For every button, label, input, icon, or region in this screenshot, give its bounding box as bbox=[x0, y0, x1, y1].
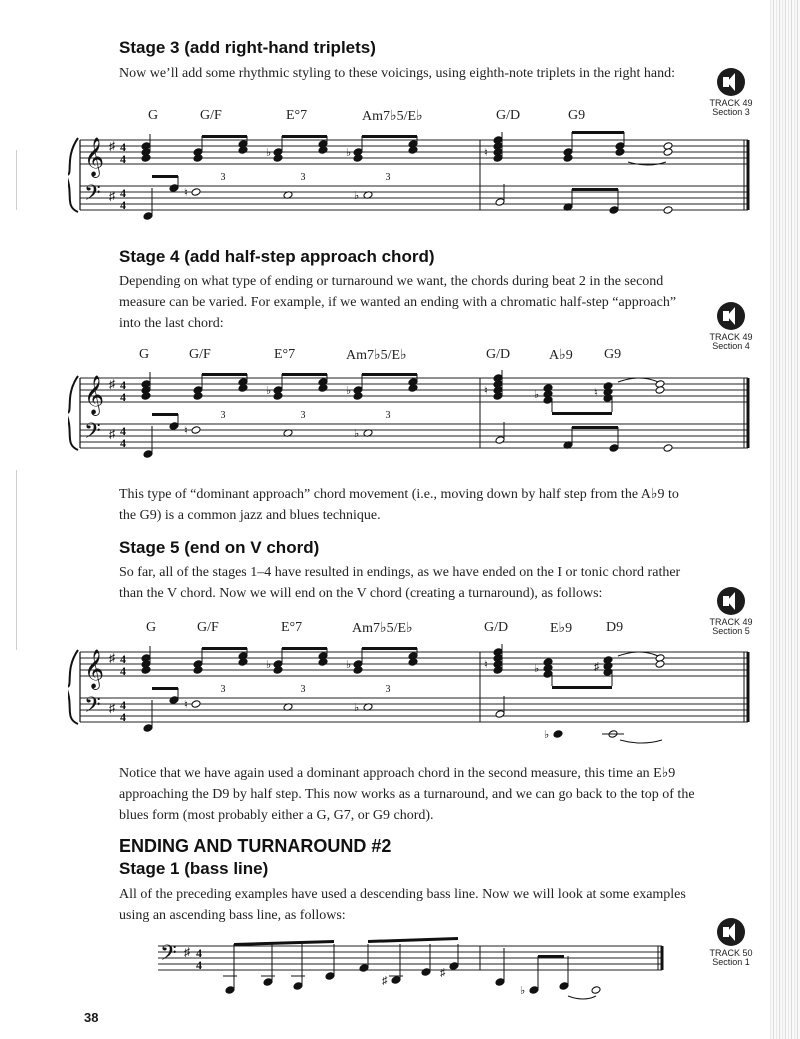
note-beam bbox=[152, 175, 178, 178]
key-signature-sharp: ♯ bbox=[109, 139, 115, 153]
stage3-grand-staff bbox=[68, 126, 758, 236]
chord-symbol: E♭9 bbox=[550, 621, 573, 636]
note-beam bbox=[202, 647, 247, 650]
sharp-accidental: ♯ bbox=[440, 967, 446, 979]
note-beam bbox=[572, 131, 624, 134]
chord-symbol: D9 bbox=[606, 620, 624, 635]
chord-symbol: Am7♭5/E♭ bbox=[362, 109, 423, 124]
chord-symbol: E°7 bbox=[281, 620, 303, 635]
stage5-after-text: Notice that we have again used a dominant approach chord in the second measure, this time an E♭9 approaching the D9 by half step. This now works as a turnaround, and we can go back to the top of the blues form (most probably either a G, G7, or G9 chord). bbox=[119, 766, 695, 823]
triplet-marker: 3 bbox=[300, 410, 306, 421]
treble-time-top: 4 bbox=[120, 140, 126, 154]
note-head bbox=[609, 206, 619, 215]
flat-accidental: ♭ bbox=[544, 729, 550, 741]
bass-time-top: 4 bbox=[120, 698, 126, 712]
note-head bbox=[609, 444, 619, 453]
note-beam bbox=[282, 135, 327, 138]
audio-speaker-icon[interactable] bbox=[717, 68, 745, 96]
bass-clef: 𝄢 bbox=[84, 181, 101, 210]
tie bbox=[628, 162, 666, 165]
chord-symbol: G9 bbox=[568, 108, 586, 123]
chord-symbol: E°7 bbox=[286, 108, 308, 123]
note-head bbox=[325, 972, 335, 981]
half-note-head bbox=[191, 188, 201, 197]
chord-symbol: E°7 bbox=[274, 347, 296, 362]
natural-accidental: ♮ bbox=[484, 659, 488, 671]
chord-symbol: A♭9 bbox=[549, 348, 573, 363]
note-head bbox=[225, 986, 235, 995]
tie bbox=[618, 378, 658, 382]
note-beam bbox=[552, 686, 612, 689]
page-number: 38 bbox=[84, 1010, 99, 1025]
half-note-head bbox=[663, 206, 673, 215]
treble-time-top: 4 bbox=[120, 378, 126, 392]
treble-clef: 𝄞 bbox=[84, 651, 105, 688]
system-brace bbox=[68, 650, 78, 724]
note-head bbox=[449, 962, 459, 971]
note-head bbox=[359, 964, 369, 973]
system-brace bbox=[68, 376, 78, 450]
note-head bbox=[293, 982, 303, 991]
bass-time-top: 4 bbox=[120, 186, 126, 200]
chord-symbol: G bbox=[146, 620, 157, 635]
treble-time-top: 4 bbox=[120, 652, 126, 666]
flat-accidental: ♭ bbox=[534, 663, 540, 675]
stage3-chord-symbols bbox=[0, 104, 760, 126]
triplet-marker: 3 bbox=[385, 410, 391, 421]
stage1-heading: Stage 1 (bass line) bbox=[119, 859, 269, 878]
flat-accidental: ♭ bbox=[266, 659, 272, 671]
natural-accidental: ♮ bbox=[484, 147, 488, 159]
key-signature-sharp: ♯ bbox=[184, 945, 190, 959]
stage5-chord-symbols bbox=[0, 617, 760, 639]
stage1-text: All of the preceding examples have used a descending bass line. Now we will look at some examples using an ascending bass line, as follows: bbox=[119, 887, 686, 923]
natural-accidental: ♮ bbox=[484, 385, 488, 397]
stage5-heading: Stage 5 (end on V chord) bbox=[119, 538, 320, 557]
chord-symbol: G/F bbox=[197, 620, 219, 635]
note-beam bbox=[362, 373, 417, 376]
chord-symbol: Am7♭5/E♭ bbox=[346, 348, 407, 363]
stage5-text: So far, all of the stages 1–4 have resulted in endings, as we have ended on the I or tonic chord rather than the V chord. Now we will end on the V chord (creating a turnaround), as follows: bbox=[119, 565, 681, 601]
treble-clef: 𝄞 bbox=[84, 377, 105, 414]
note-beam bbox=[282, 647, 327, 650]
note-head bbox=[169, 184, 179, 193]
track-section: Section 1 bbox=[712, 957, 750, 967]
half-note-head bbox=[663, 444, 673, 453]
triplet-marker: 3 bbox=[220, 684, 226, 695]
ending2-heading: ENDING AND TURNAROUND #2 bbox=[119, 836, 392, 856]
note-head bbox=[559, 982, 569, 991]
flat-accidental: ♭ bbox=[346, 385, 352, 397]
note-beam bbox=[202, 135, 247, 138]
sharp-accidental: ♮ bbox=[594, 387, 598, 399]
tie bbox=[620, 740, 662, 743]
stage4-after-text: This type of “dominant approach” chord movement (i.e., moving down by half step from the A♭9 to the G9) is a common jazz and blues technique. bbox=[119, 487, 679, 523]
bass-clef: 𝄢 bbox=[84, 693, 101, 722]
flat-accidental: ♭ bbox=[354, 190, 360, 202]
natural-accidental: ♮ bbox=[184, 187, 188, 199]
key-signature-sharp: ♯ bbox=[109, 651, 115, 665]
margin-mark bbox=[16, 150, 17, 210]
note-head bbox=[169, 696, 179, 705]
half-note-head bbox=[191, 700, 201, 709]
note-head bbox=[143, 212, 153, 221]
audio-speaker-icon[interactable] bbox=[717, 587, 745, 615]
chord-symbol: G9 bbox=[604, 347, 622, 362]
note-beam bbox=[152, 687, 178, 690]
stage4-chord-symbols bbox=[0, 341, 760, 366]
chord-symbol: G/D bbox=[486, 347, 511, 362]
triplet-marker: 3 bbox=[220, 410, 226, 421]
flat-accidental: ♭ bbox=[520, 985, 526, 997]
sharp-accidental: ♯ bbox=[594, 661, 600, 673]
note-beam bbox=[282, 373, 327, 376]
audio-speaker-icon[interactable] bbox=[717, 302, 745, 330]
page-edge-binding bbox=[770, 0, 800, 1039]
bass-clef: 𝄢 bbox=[84, 419, 101, 448]
stage5-grand-staff bbox=[68, 638, 758, 750]
triplet-marker: 3 bbox=[385, 172, 391, 183]
system-brace bbox=[68, 138, 78, 212]
stage1-bass-staff bbox=[150, 932, 670, 1002]
track-section: Section 3 bbox=[712, 107, 750, 117]
treble-clef: 𝄞 bbox=[84, 139, 105, 176]
time-top: 4 bbox=[196, 946, 202, 960]
note-head bbox=[391, 976, 401, 985]
audio-speaker-icon[interactable] bbox=[717, 918, 745, 946]
note-head bbox=[169, 422, 179, 431]
stage4-text: Depending on what type of ending or turnaround we want, the chords during beat 2 in the second measure can be varied. For example, if we wanted an ending with a chromatic half-step “approach” into the last chord: bbox=[119, 274, 677, 331]
bass-time-bottom: 4 bbox=[120, 436, 126, 450]
note-beam bbox=[572, 426, 618, 429]
time-bottom: 4 bbox=[196, 958, 202, 972]
key-signature-sharp: ♯ bbox=[109, 377, 115, 391]
half-note-head bbox=[191, 426, 201, 435]
note-beam bbox=[362, 647, 417, 650]
note-beam bbox=[552, 412, 612, 415]
note-beam bbox=[202, 373, 247, 376]
note-head bbox=[553, 730, 563, 739]
triplet-marker: 3 bbox=[385, 684, 391, 695]
note-head bbox=[529, 986, 539, 995]
note-head bbox=[143, 450, 153, 459]
natural-accidental: ♮ bbox=[184, 425, 188, 437]
half-note-head bbox=[495, 710, 505, 719]
stage3-text: Now we’ll add some rhythmic styling to these voicings, using eighth-note triplets in the right hand: bbox=[119, 66, 676, 81]
stage3-heading: Stage 3 (add right-hand triplets) bbox=[119, 38, 376, 57]
chord-symbol: G bbox=[139, 347, 150, 362]
chord-symbol: G bbox=[148, 108, 159, 123]
bass-clef: 𝄢 bbox=[160, 941, 177, 970]
tie bbox=[568, 996, 596, 999]
chord-symbol: G/F bbox=[200, 108, 222, 123]
bass-time-bottom: 4 bbox=[120, 710, 126, 724]
note-beam bbox=[234, 940, 334, 946]
half-note-head bbox=[591, 986, 601, 995]
chord-symbol: Am7♭5/E♭ bbox=[352, 621, 413, 636]
half-note-head bbox=[495, 436, 505, 445]
note-beam bbox=[362, 135, 417, 138]
flat-accidental: ♭ bbox=[266, 385, 272, 397]
flat-accidental: ♭ bbox=[346, 659, 352, 671]
note-beam bbox=[152, 413, 178, 416]
flat-accidental: ♭ bbox=[354, 428, 360, 440]
note-beam bbox=[572, 188, 618, 191]
track-number: TRACK 49 bbox=[709, 332, 753, 342]
chord-symbol: G/F bbox=[189, 347, 211, 362]
note-head bbox=[263, 978, 273, 987]
triplet-marker: 3 bbox=[220, 172, 226, 183]
note-beam bbox=[538, 955, 564, 958]
bass-time-bottom: 4 bbox=[120, 198, 126, 212]
treble-time-bottom: 4 bbox=[120, 152, 126, 166]
track-section: Section 4 bbox=[712, 341, 750, 351]
flat-accidental: ♭ bbox=[266, 147, 272, 159]
key-signature-sharp: ♯ bbox=[109, 189, 115, 203]
key-signature-sharp: ♯ bbox=[109, 427, 115, 441]
chord-symbol: G/D bbox=[496, 108, 521, 123]
treble-time-bottom: 4 bbox=[120, 664, 126, 678]
track-number: TRACK 50 bbox=[709, 948, 753, 958]
stage4-heading: Stage 4 (add half-step approach chord) bbox=[119, 247, 435, 266]
stage4-grand-staff bbox=[68, 364, 758, 474]
track-number: TRACK 49 bbox=[709, 617, 753, 627]
track-section: Section 5 bbox=[712, 626, 750, 636]
half-note-head bbox=[495, 198, 505, 207]
note-beam bbox=[368, 937, 458, 943]
flat-accidental: ♭ bbox=[346, 147, 352, 159]
sharp-accidental: ♯ bbox=[382, 975, 388, 987]
tie bbox=[618, 652, 658, 656]
chord-symbol: G/D bbox=[484, 620, 509, 635]
note-head bbox=[421, 968, 431, 977]
treble-time-bottom: 4 bbox=[120, 390, 126, 404]
track-number: TRACK 49 bbox=[709, 98, 753, 108]
bass-time-top: 4 bbox=[120, 424, 126, 438]
flat-accidental: ♭ bbox=[534, 389, 540, 401]
note-head bbox=[143, 724, 153, 733]
triplet-marker: 3 bbox=[300, 684, 306, 695]
natural-accidental: ♮ bbox=[184, 699, 188, 711]
note-head bbox=[495, 978, 505, 987]
key-signature-sharp: ♯ bbox=[109, 701, 115, 715]
triplet-marker: 3 bbox=[300, 172, 306, 183]
flat-accidental: ♭ bbox=[354, 702, 360, 714]
stage1-track-badge[interactable] bbox=[703, 918, 759, 967]
